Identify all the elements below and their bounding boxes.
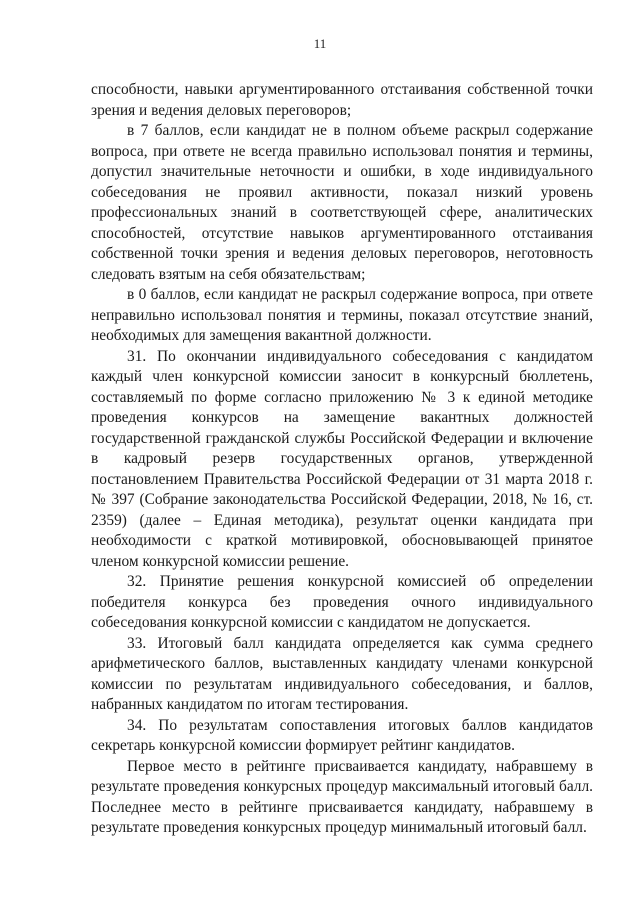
document-body	[91, 80, 593, 839]
paragraph-continuation: способности, навыки аргументированного отстаивания собственной точки зрения и ведения деловых переговоров;	[91, 81, 593, 119]
paragraph-item-31: 31. По окончании индивидуального собеседования с кандидатом каждый член конкурсной комиссии заносит в конкурсный бюллетень, составляемый по форме согласно приложению № 3 к единой методике проведения конкурсов на замещение вакантных должностей государственной гражданской службы Российской Федерации и включение в кадровый резерв государственных органов, утвержденной постановлением Правительства Российской Федерации от 31 марта 2018 г. № 397 (Собрание законодательства Российской Федерации, 2018, № 16, ст. 2359) (далее – Единая методика), результат оценки кандидата при необходимости с краткой мотивировкой, обосновывающей принятое членом конкурсной комиссии решение.	[91, 347, 593, 570]
paragraph-score-7: в 7 баллов, если кандидат не в полном объеме раскрыл содержание вопроса, при ответе не всегда правильно использовал понятия и термины, допустил значительные неточности и ошибки, в ходе индивидуального собеседования не проявил активности, показал низкий уровень профессиональных знаний в соответствующей сфере, аналитических способностей, отсутствие навыков аргументированного отстаивания собственной точки зрения и ведения деловых переговоров, неготовность следовать взятым на себя обязательствам;	[91, 122, 593, 283]
paragraph-item-33: 33. Итоговый балл кандидата определяется как сумма среднего арифметического баллов, выставленных кандидату членами конкурсной комиссии по результатам индивидуального собеседования, и баллов, набранных кандидатом по итогам тестирования.	[91, 634, 593, 713]
paragraph-item-32: 32. Принятие решения конкурсной комиссией об определении победителя конкурса без проведения очного индивидуального собеседования конкурсной комиссии с кандидатом не допускается.	[91, 573, 593, 631]
paragraph-rating-places: Первое место в рейтинге присваивается кандидату, набравшему в результате проведения конкурсных процедур максимальный итоговый балл. Последнее место в рейтинге присваивается кандидату, набравшему в результате проведения конкурсных процедур минимальный итоговый балл.	[91, 757, 593, 836]
page-number: 11	[313, 36, 327, 51]
paragraph-item-34: 34. По результатам сопоставления итоговых баллов кандидатов секретарь конкурсной комиссии формирует рейтинг кандидатов.	[91, 716, 593, 754]
paragraph-score-0: в 0 баллов, если кандидат не раскрыл содержание вопроса, при ответе неправильно использовал понятия и термины, показал отсутствие знаний, необходимых для замещения вакантной должности.	[91, 286, 593, 344]
